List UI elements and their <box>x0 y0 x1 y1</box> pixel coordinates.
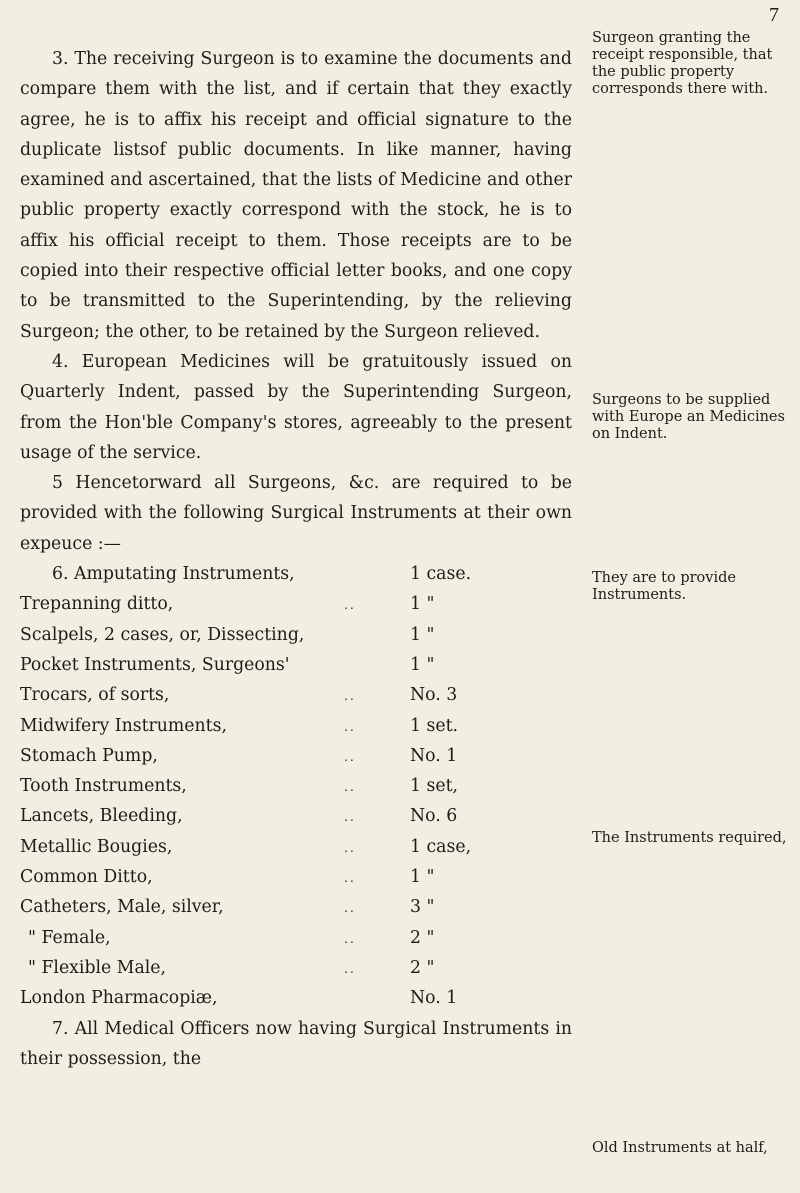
leader-dots: .. <box>344 961 356 976</box>
leader-dots: .. <box>344 840 356 855</box>
instrument-row <box>20 832 572 862</box>
instrument-name: 6. Amputating Instruments, <box>52 564 295 585</box>
instrument-name: " Flexible Male, <box>28 957 167 978</box>
instrument-row <box>20 650 572 680</box>
leader-dots: .. <box>344 780 356 795</box>
instrument-row <box>20 741 572 771</box>
instrument-row <box>20 983 572 1013</box>
instrument-name: Trepanning ditto, <box>20 594 174 615</box>
paragraph-5: 5 Hencetorward all Surgeons, &c. are required to be provided with the following Surgical Instruments at their own expeuce :— <box>20 473 572 554</box>
instrument-qty: 1 case. <box>410 564 472 585</box>
instrument-row <box>20 862 572 892</box>
instrument-name: Metallic Bougies, <box>20 836 173 857</box>
margin-note: They are to provide Instruments. <box>592 570 736 603</box>
instrument-row <box>20 892 572 922</box>
leader-dots: .. <box>344 749 356 764</box>
instrument-row <box>20 771 572 801</box>
instrument-row <box>20 620 572 650</box>
paragraph-7: 7. All Medical Officers now having Surgical Instruments in their possession, the <box>20 1018 572 1069</box>
instrument-name: Tooth Instruments, <box>20 776 187 797</box>
margin-note: Old Instruments at half, <box>592 1140 768 1156</box>
instrument-qty: 2 " <box>410 957 435 978</box>
instrument-qty: No. 1 <box>410 988 458 1009</box>
instrument-qty: No. 6 <box>410 806 458 827</box>
instrument-name: London Pharmacopiæ, <box>20 988 218 1009</box>
instrument-qty: 3 " <box>410 897 435 918</box>
instrument-name: Trocars, of sorts, <box>20 685 170 706</box>
instrument-row <box>20 711 572 741</box>
leader-dots: .. <box>344 598 356 613</box>
instrument-qty: 1 set. <box>410 715 459 736</box>
page-number: 7 <box>769 4 779 26</box>
instrument-row <box>20 923 572 953</box>
instrument-qty: 2 " <box>410 927 435 948</box>
main-text <box>20 44 572 1074</box>
margin-note: The Instruments required, <box>592 830 787 846</box>
instrument-qty: 1 " <box>410 594 435 615</box>
margin-note: Surgeons to be supplied with Europe an Medicines on Indent. <box>592 392 785 442</box>
instrument-name: Midwifery Instruments, <box>20 715 227 736</box>
instrument-name: " Female, <box>28 927 111 948</box>
leader-dots: .. <box>344 719 356 734</box>
paragraph-3: 3. The receiving Surgeon is to examine the documents and compare them with the list, and if certain that they exactly agree, he is to affix his receipt and official signature to the duplicate listsof public documents. In like manner, having examined and ascertained, that the lists of Medicine and other public property exactly correspond with the stock, he is to affix his official receipt to them. Those receipts are to be copied into their respective official letter books, and one copy to be transmitted to the Superintending, by the relieving Surgeon; the other, to be retained by the Surgeon relieved. <box>20 49 572 342</box>
instrument-qty: 1 " <box>410 624 435 645</box>
instrument-row <box>20 559 572 589</box>
leader-dots: .. <box>344 871 356 886</box>
leader-dots: .. <box>344 810 356 825</box>
leader-dots: .. <box>344 931 356 946</box>
instrument-qty: 1 " <box>410 654 435 675</box>
margin-note: Surgeon granting the receipt responsible, that the public property corresponds there with. <box>592 30 773 97</box>
instrument-qty: 1 case, <box>410 836 472 857</box>
instrument-qty: No. 1 <box>410 745 458 766</box>
instrument-qty: 1 set, <box>410 776 459 797</box>
instrument-name: Scalpels, 2 cases, or, Dissecting, <box>20 624 305 645</box>
instrument-row <box>20 953 572 983</box>
instrument-name: Common Ditto, <box>20 867 153 888</box>
instrument-name: Pocket Instruments, Surgeons' <box>20 654 290 675</box>
instrument-list <box>20 559 572 1013</box>
instrument-qty: 1 " <box>410 867 435 888</box>
instrument-row <box>20 680 572 710</box>
instrument-name: Lancets, Bleeding, <box>20 806 183 827</box>
instrument-row <box>20 801 572 831</box>
leader-dots: .. <box>344 689 356 704</box>
instrument-row <box>20 589 572 619</box>
leader-dots: .. <box>344 901 356 916</box>
instrument-name: Catheters, Male, silver, <box>20 897 224 918</box>
instrument-qty: No. 3 <box>410 685 458 706</box>
instrument-name: Stomach Pump, <box>20 745 158 766</box>
paragraph-4: 4. European Medicines will be gratuitously issued on Quarterly Indent, passed by the Superintending Surgeon, from the Hon'ble Company's stores, agreeably to the present usage of the service. <box>20 351 572 463</box>
